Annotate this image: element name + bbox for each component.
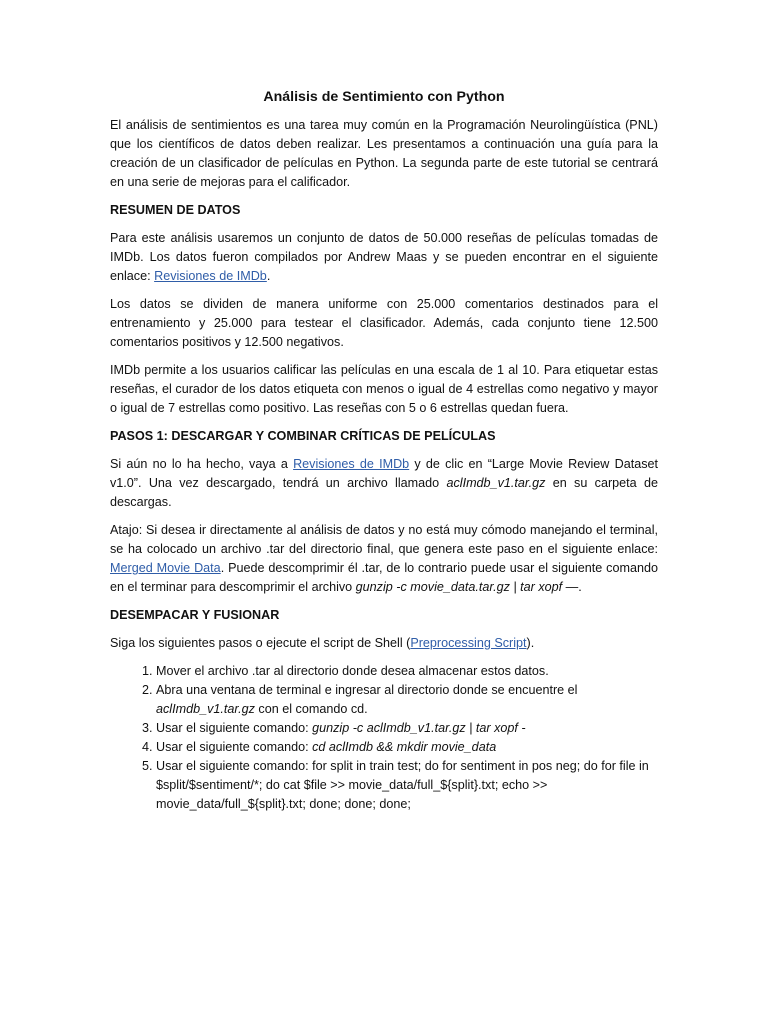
section2-p2-b: . Puede descomprimir él .tar, de lo contrario puede usar el siguiente comando en el terminar para descomprimir el archivo (110, 561, 658, 594)
list-item: 2. Abra una ventana de terminal e ingresar al directorio donde se encuentre el aclImdb_v1.tar.gz con el comando cd. (156, 681, 658, 719)
gunzip-command: gunzip -c movie_data.tar.gz | tar xopf — (355, 580, 579, 594)
filename-aclimdb: aclImdb_v1.tar.gz (446, 476, 546, 490)
merged-movie-data-link[interactable]: Merged Movie Data (110, 561, 221, 575)
list-item: 4. Usar el siguiente comando: cd aclImdb && mkdir movie_data (156, 738, 658, 757)
section2-p1-b: y de clic en “Large Movie Review Dataset v1.0”. Una vez descargado, tendrá un archivo llamado (110, 457, 658, 490)
list-item: 5. Usar el siguiente comando: for split in train test; do for sentiment in pos neg; do for file in $split/$sentiment/*; do cat $file >> movie_data/full_${split}.txt; echo >> movie_data/full_${split}.txt; done; done; done; (156, 757, 658, 814)
imdb-reviews-link[interactable]: Revisiones de IMDb (154, 269, 267, 283)
section1-paragraph-1 (110, 229, 658, 286)
section1-paragraph-3: IMDb permite a los usuarios calificar las películas en una escala de 1 al 10. Para etiquetar estas reseñas, el curador de los datos etiqueta con menos o igual de 4 estrellas como negativo y mayor o igual de 7 estrellas como positivo. Las reseñas con 5 o 6 estrellas quedan fuera. (110, 363, 658, 415)
list-item: 3. Usar el siguiente comando: gunzip -c aclImdb_v1.tar.gz | tar xopf - (156, 719, 658, 738)
imdb-reviews-link-2[interactable]: Revisiones de IMDb (293, 457, 410, 471)
section2-p2-c: . (578, 580, 582, 594)
section-heading-pasos: PASOS 1: DESCARGAR Y COMBINAR CRÍTICAS DE PELÍCULAS (110, 429, 496, 443)
section2-p1-c: en su carpeta de descargas. (110, 476, 658, 509)
document-page (110, 86, 658, 814)
section-heading-resumen: RESUMEN DE DATOS (110, 203, 241, 217)
section2-p1-a: Si aún no lo ha hecho, vaya a (110, 457, 294, 471)
section1-p1-end: . (266, 269, 271, 283)
section3-p1-b: ). (526, 636, 535, 650)
intro-paragraph: El análisis de sentimientos es una tarea muy común en la Programación Neurolingüística (PNL) que los científicos de datos deben realizar. Les presentamos a continuación una guía para la creación de un clasificador de películas en Python. La segunda parte de este tutorial se centrará en una serie de mejoras para el calificador. (110, 118, 658, 189)
section-heading-desempacar: DESEMPACAR Y FUSIONAR (110, 608, 280, 622)
section1-paragraph-2: Los datos se dividen de manera uniforme con 25.000 comentarios destinados para el entrenamiento y 25.000 para testear el clasificador. Además, cada conjunto tiene 12.500 comentarios positivos y 12.500 negativos. (110, 297, 658, 349)
section1-p1-text: Para este análisis usaremos un conjunto de datos de 50.000 reseñas de películas tomadas de IMDb. Los datos fueron compilados por Andrew Maas y se pueden encontrar en el siguiente enlace: (110, 231, 658, 283)
steps-list (110, 662, 658, 814)
section2-paragraph-1 (110, 455, 658, 512)
section2-p2-a: Atajo: Si desea ir directamente al análisis de datos y no está muy cómodo manejando el terminal, se ha colocado un archivo .tar del directorio final, que genera este paso en el siguiente enlace: (110, 523, 658, 556)
document-title: Análisis de Sentimiento con Python (263, 89, 505, 105)
section2-paragraph-2 (110, 521, 658, 597)
section3-p1-a: Siga los siguientes pasos o ejecute el script de Shell ( (110, 636, 411, 650)
section3-paragraph-1 (110, 634, 658, 653)
preprocessing-script-link[interactable]: Preprocessing Script (410, 636, 527, 650)
list-item: 1. Mover el archivo .tar al directorio donde desea almacenar estos datos. (156, 662, 658, 681)
